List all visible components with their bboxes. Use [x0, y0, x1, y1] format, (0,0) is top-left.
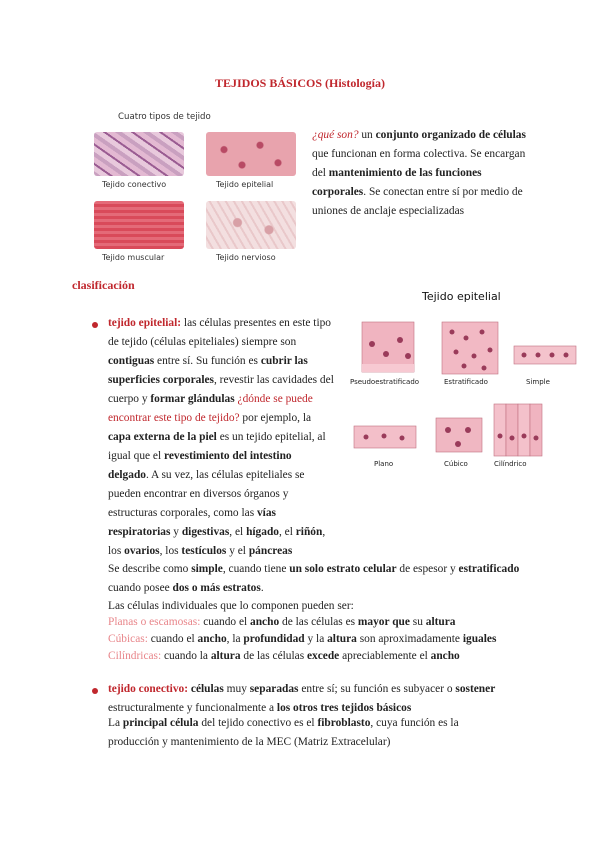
label-muscular: Tejido muscular: [102, 253, 165, 262]
nervous-tissue-image: [206, 201, 296, 249]
label-flat: Plano: [374, 460, 394, 468]
cubic-cells-line: Cúbicas: cuando el ancho, la profundidad y la altura son aproximadamente iguales: [108, 633, 497, 645]
muscle-tissue-image: [94, 201, 184, 249]
simple-cells: [514, 346, 576, 364]
label-epithelial: Tejido epitelial: [216, 180, 274, 189]
bullet-icon: [92, 688, 98, 694]
flat-cells: [354, 426, 416, 448]
epithelial-diagram: [344, 308, 580, 478]
bullet-icon: [92, 322, 98, 328]
cells-intro-line: Las células individuales que lo componen pueden ser:: [108, 600, 354, 612]
epithelial-paragraph-part1: tejido epitelial: las células presentes en este tipo de tejido (células epiteliales) siempre son contiguas entre sí. Su función es cubrir las superficies corporales, revestir las cavidades del cuerpo y formar glándulas ¿dónde se puede encontrar este tipo de tejido? por ejemplo, la capa externa de la piel es un tejido epitelial, al igual que el revestimiento del intestino delgado. A su vez, las células epiteliales se pueden encontrar en diversos órganos y estructuras corporales, como las vías respiratorias y digestivas, el hígado, el riñón, los ovarios, los testículos y el páncreas: [108, 317, 334, 557]
epithelial-description: Se describe como simple, cuando tiene un solo estrato celular de espesor y estratificado cuando posee dos o más estratos.: [108, 563, 520, 594]
label-nervous: Tejido nervioso: [216, 253, 276, 262]
figure-title: Cuatro tipos de tejido: [118, 112, 211, 122]
cylindrical-cells-line: Cilíndricas: cuando la altura de las células excede apreciablemente el ancho: [108, 650, 460, 662]
page-title: TEJIDOS BÁSICOS (Histología): [214, 76, 386, 90]
section-heading: clasificación: [72, 278, 135, 292]
four-tissues-figure: [82, 108, 308, 270]
cubic-cells: [436, 418, 482, 452]
connective-tissue-image: [94, 132, 184, 176]
label-stratified: Estratificado: [444, 378, 488, 386]
label-cylindrical: Cilíndrico: [494, 460, 527, 468]
label-simple: Simple: [526, 378, 550, 386]
fibroblast-paragraph: La principal célula del tejido conectivo es el fibroblasto, cuya función es la producción y mantenimiento de la MEC (Matriz Extracelular): [108, 717, 459, 748]
cylindrical-cells: [494, 404, 542, 456]
pseudostratified-cells: [362, 322, 414, 372]
figure-title: Tejido epitelial: [422, 290, 501, 303]
connective-paragraph: tejido conectivo: células muy separadas entre sí; su función es subyacer o sostener estructuralmente y funcionalmente a los otros tres tejidos básicos: [108, 683, 496, 714]
stratified-cells: [442, 322, 498, 374]
label-cubic: Cúbico: [444, 460, 468, 468]
label-pseudostratified: Pseudoestratificado: [350, 378, 420, 386]
epithelial-tissue-image: [206, 132, 296, 176]
label-connective: Tejido conectivo: [102, 180, 167, 189]
flat-cells-line: Planas o escamosas: cuando el ancho de las células es mayor que su altura: [108, 616, 456, 628]
epithelial-types-figure: [344, 290, 580, 476]
intro-paragraph: ¿qué son? un conjunto organizado de células que funcionan en forma colectiva. Se encargan del mantenimiento de las funciones corporales. Se conectan entre sí por medio de uniones de anclaje especializadas: [312, 129, 526, 217]
